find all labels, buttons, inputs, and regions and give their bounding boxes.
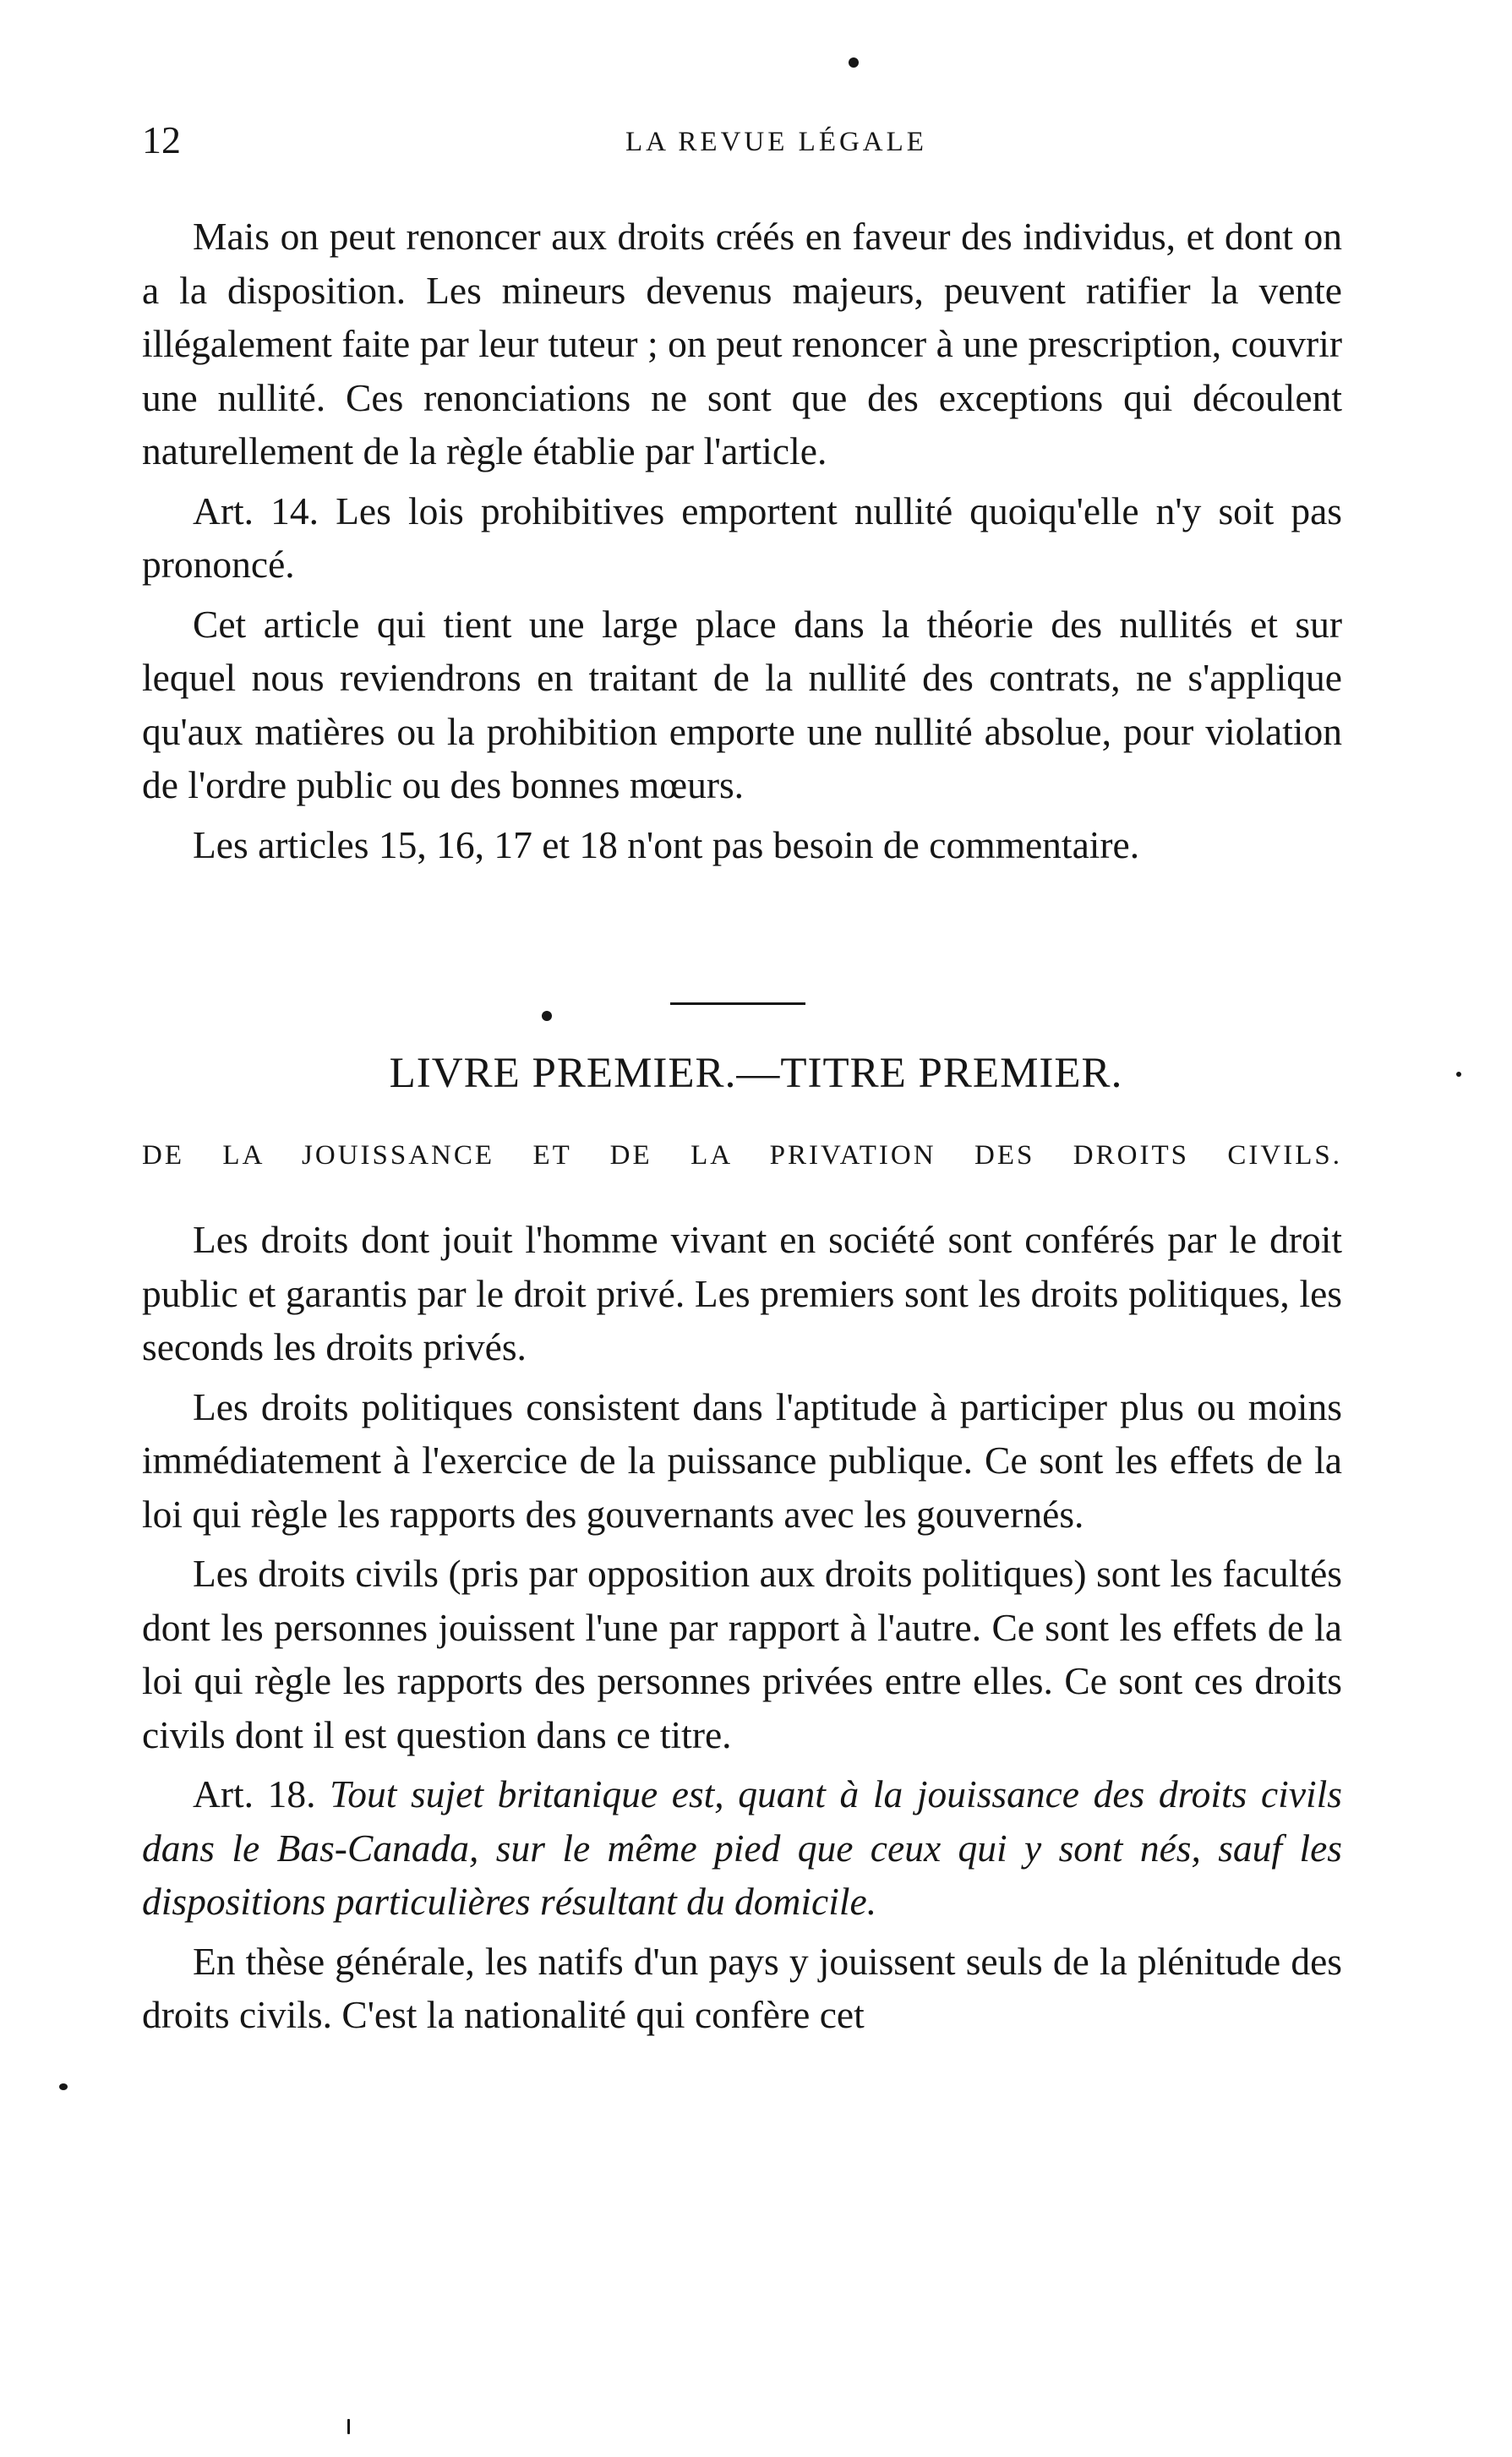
paragraph: Les droits civils (pris par opposition aux droits politiques) sont les facultés dont les personnes jouissent l'une par rapport à l'autre. Ce sont les effets de la loi qui règle les rapports des personnes privées entre elles. Ce sont ces droits civils dont il est question dans ce titre. (142, 1552, 1342, 1756)
section-subtitle: DE LA JOUISSANCE ET DE LA PRIVATION DES DROITS CIVILS. (142, 1140, 1342, 1171)
section-title: LIVRE PREMIER.—TITRE PREMIER. (389, 1050, 1123, 1097)
article-18 (142, 1767, 1342, 1929)
scan-speck (1456, 1072, 1461, 1077)
paragraph: Les droits dont jouit l'homme vivant en société sont conférés par le droit public et garantis par le droit privé. Les premiers sont les droits politiques, les seconds les droits privés. (142, 1218, 1342, 1368)
paragraph: Les droits politiques consistent dans l'aptitude à participer plus ou moins immédiatement à l'exercice de la puissance publique. Ce sont les effets de la loi qui règle les rapports des gouvernants avec les gouvernés. (142, 1384, 1342, 1536)
bottom-text-block (142, 1213, 1342, 2042)
article-text: Tout sujet britanique est, quant à la jouissance des droits civils dans le Bas-Canada, sur le même pied que ceux qui y sont nés, sauf les dispositions particulières résultant du domicile. (142, 1772, 1343, 1923)
article-14: Art. 14. Les lois prohibitives emportent nullité quoiqu'elle n'y soit pas prononcé. (142, 489, 1342, 586)
paragraph: Les articles 15, 16, 17 et 18 n'ont pas besoin de commentaire. (193, 822, 1140, 866)
article-label: Art. 18. (193, 1772, 316, 1815)
scan-speck (542, 1011, 552, 1021)
section-divider (670, 1002, 805, 1005)
scan-speck (59, 2083, 68, 2090)
scan-speck (347, 2419, 350, 2434)
paragraph: Cet article qui tient une large place dans la théorie des nullités et sur lequel nous reviendrons en traitant de la nullité des contrats, ne s'applique qu'aux matières ou la prohibition emporte une nullité absolue, pour violation de l'ordre public ou des bonnes mœurs. (142, 602, 1342, 806)
paragraph: En thèse générale, les natifs d'un pays y jouissent seuls de la plénitude des droits civils. C'est la nationalité qui confère cet (142, 1939, 1342, 2036)
paragraph: Mais on peut renoncer aux droits créés en faveur des individus, et dont on a la disposition. Les mineurs devenus majeurs, peuvent ratifier la vente illégalement faite par leur tuteur ; on peut renoncer à une prescription, couvrir une nullité. Ces renonciations ne sont que des exceptions qui découlent naturellement de la règle établie par l'article. (142, 215, 1342, 472)
scan-speck (849, 57, 859, 68)
page-number: 12 (142, 118, 181, 161)
running-head: LA REVUE LÉGALE (625, 127, 927, 157)
top-text-block (142, 210, 1342, 871)
